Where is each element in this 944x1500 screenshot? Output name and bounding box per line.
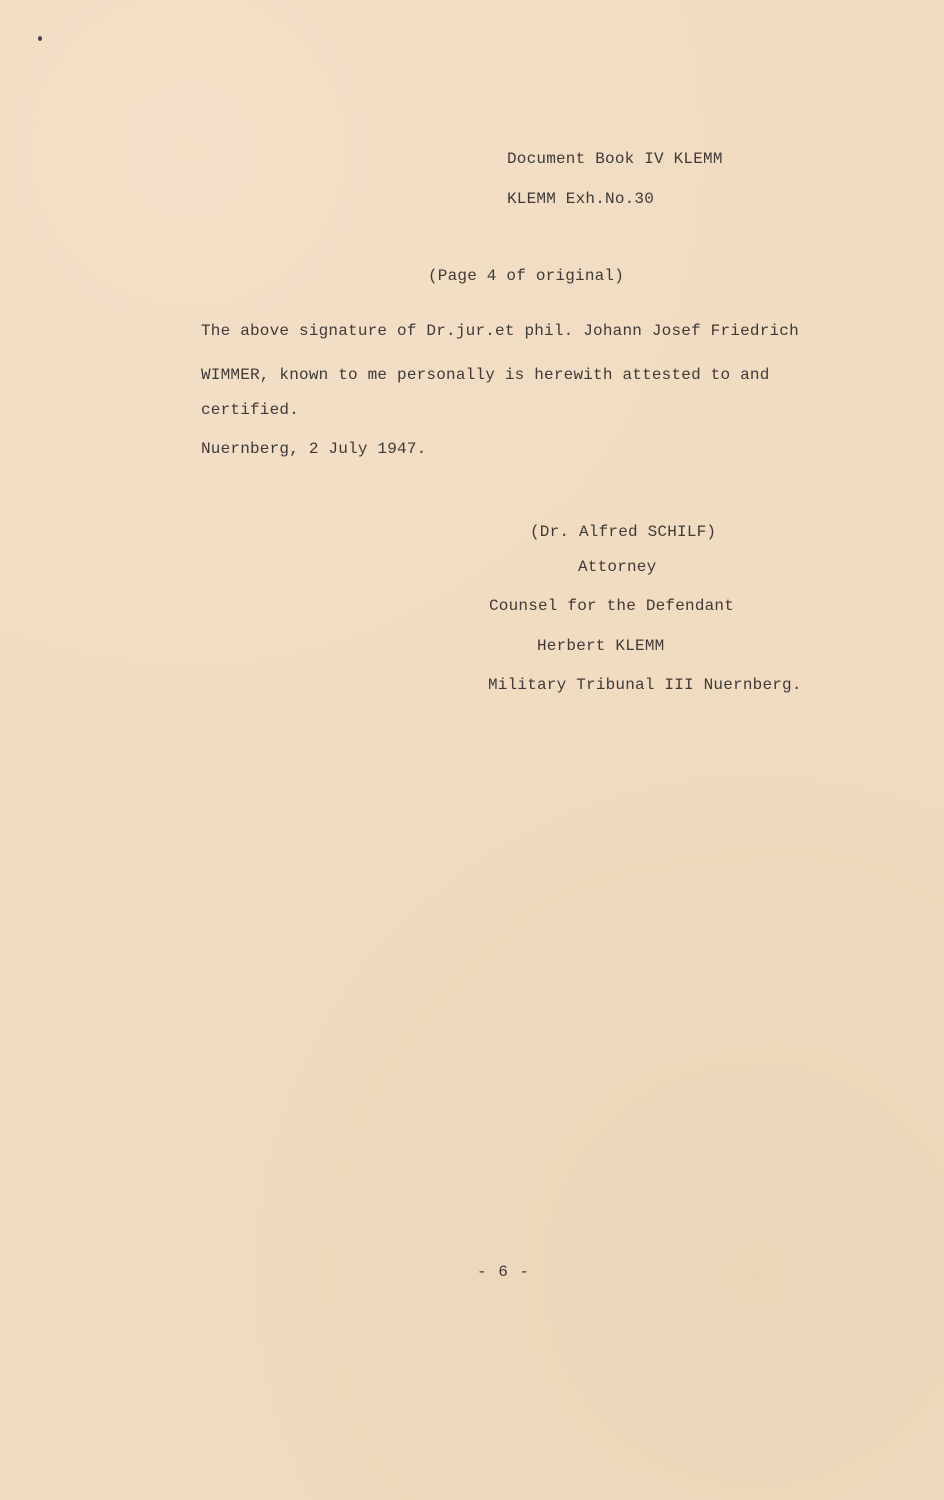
exhibit-label: KLEMM Exh.No.30 [507, 190, 655, 208]
defendant-name: Herbert KLEMM [537, 637, 665, 655]
document-book-label: Document Book IV KLEMM [507, 150, 723, 168]
signatory-name: (Dr. Alfred SCHILF) [530, 523, 717, 541]
signatory-title: Attorney [578, 558, 657, 576]
page-number: - 6 - [477, 1263, 531, 1281]
place-date-line: Nuernberg, 2 July 1947. [201, 440, 427, 458]
attestation-line-2: WIMMER, known to me personally is herewith attested to and [201, 366, 770, 384]
tribunal-name: Military Tribunal III Nuernberg. [488, 676, 802, 694]
attestation-line-3: certified. [201, 401, 300, 419]
ink-speck [38, 36, 42, 41]
signatory-role: Counsel for the Defendant [489, 597, 735, 615]
attestation-line-1: The above signature of Dr.jur.et phil. Johann Josef Friedrich [201, 322, 799, 340]
page-of-original-note: (Page 4 of original) [428, 267, 625, 285]
